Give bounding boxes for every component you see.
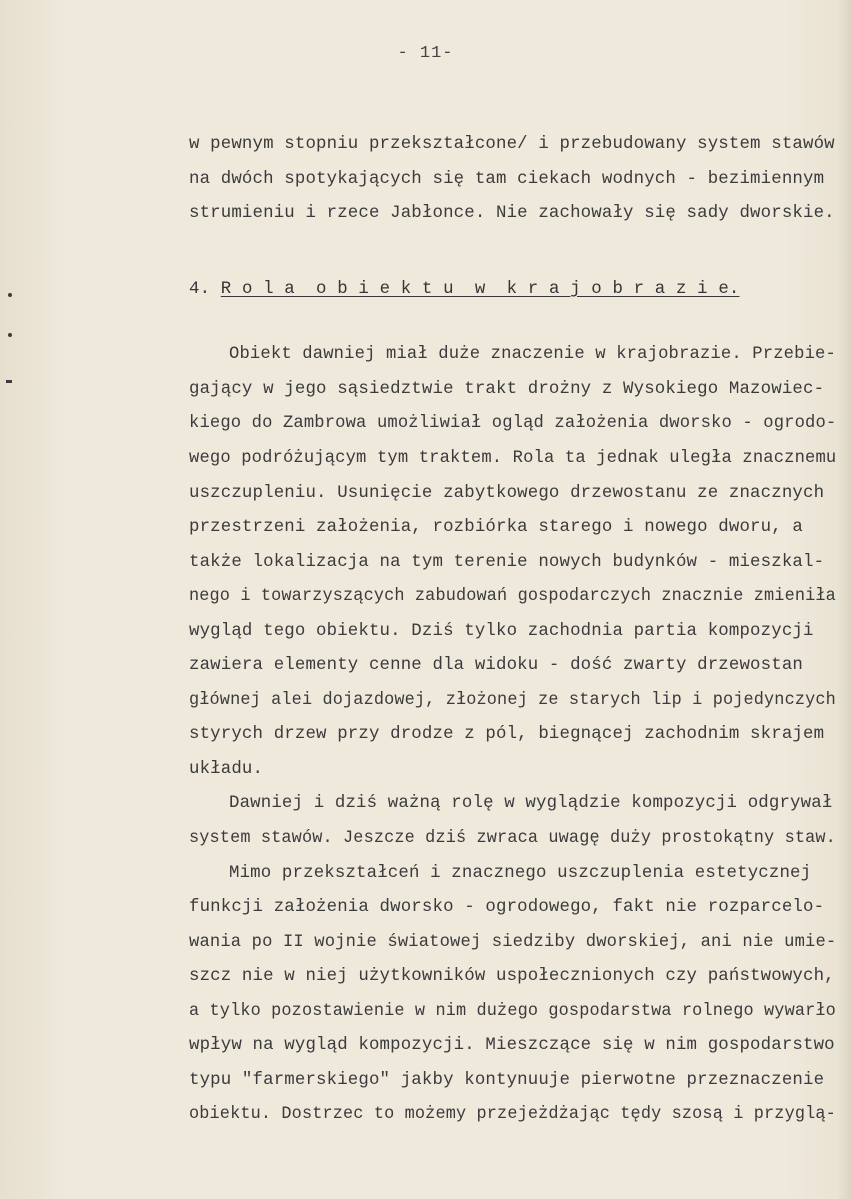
text-line: wego podróżującym tym traktem. Rola ta jednak uległa znacznemu [189,449,837,468]
text-line: głównej alei dojazdowej, złożonej ze starych lip i pojedynczych [189,691,836,710]
text-line: w pewnym stopniu przekształcone/ i przebudowany system stawów [189,135,835,154]
text-line: Mimo przekształceń i znacznego uszczuplenia estetycznej [229,864,812,883]
text-line: uszczupleniu. Usunięcie zabytkowego drzewostanu ze znacznych [189,484,825,503]
text-line: wygląd tego obiektu. Dziś tylko zachodnia partia kompozycji [189,622,814,641]
section-heading [189,280,740,300]
margin-mark [8,333,12,337]
text-line: obiektu. Dostrzec to możemy przejeżdżając tędy szosą i przyglą- [189,1105,836,1124]
text-line: gający w jego sąsiedztwie trakt drożny z Wysokiego Mazowiec- [189,380,825,399]
text-line: wpływ na wygląd kompozycji. Mieszczące się w nim gospodarstwo [189,1036,835,1055]
text-line: typu "farmerskiego" jakby kontynuuje pierwotne przeznaczenie [189,1071,825,1090]
text-line: przestrzeni założenia, rozbiórka starego i nowego dworu, a [189,518,803,537]
text-line: kiego do Zambrowa umożliwiał ogląd założenia dworsko - ogrodo- [189,414,837,433]
text-line: styrych drzew przy drodze z pól, biegnącej zachodnim skrajem [189,725,825,744]
text-line: strumieniu i rzece Jabłonce. Nie zachowały się sady dworskie. [189,204,835,223]
text-line: Dawniej i dziś ważną rolę w wyglądzie kompozycji odgrywał [229,794,833,813]
page-number: - 11- [397,44,454,63]
section-title: R o l a o b i e k t u w k r a j o b r a z i e. [220,280,740,299]
text-line: funkcji założenia dworsko - ogrodowego, fakt nie rozparcelo- [189,898,825,917]
text-line: nego i towarzyszących zabudowań gospodarczych znacznie zmieniła [189,587,836,606]
text-line: układu. [189,760,264,779]
text-line: a tylko pozostawienie w nim dużego gospodarstwa rolnego wywarło [189,1002,836,1021]
text-line: szcz nie w niej użytkowników uspołecznionych czy państwowych, [189,967,835,986]
page-edge-shadow [837,0,851,1199]
text-line: na dwóch spotykających się tam ciekach wodnych - bezimiennym [189,170,825,189]
text-line: zawiera elementy cenne dla widoku - dość zwarty drzewostan [189,656,803,675]
text-line: Obiekt dawniej miał duże znaczenie w krajobrazie. Przebie- [229,345,837,364]
margin-mark [6,380,12,383]
margin-mark [8,293,12,297]
text-line: system stawów. Jeszcze dziś zwraca uwagę duży prostokątny staw. [189,829,836,848]
text-line: także lokalizacja na tym terenie nowych budynków - mieszkal- [189,553,825,572]
section-number: 4. [189,280,211,299]
text-line: wania po II wojnie światowej siedziby dworskiej, ani nie umie- [189,933,837,952]
